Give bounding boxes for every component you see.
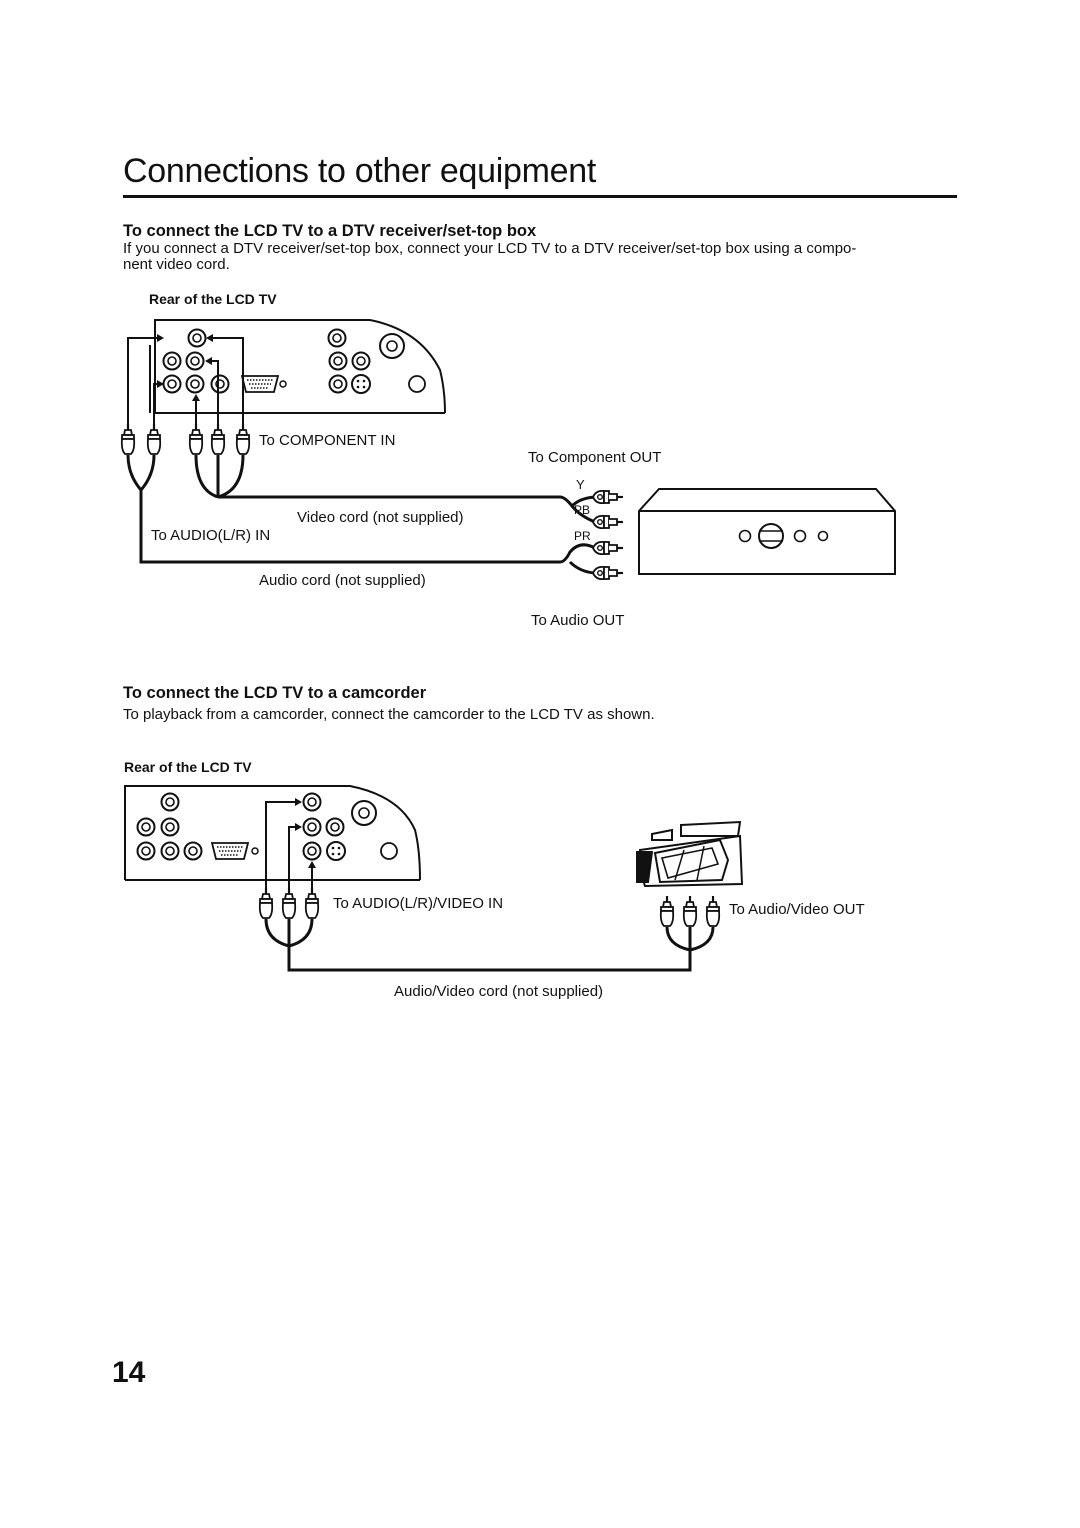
dtv-body-line-2: nent video cord. bbox=[123, 256, 230, 273]
cam-rear-label: Rear of the LCD TV bbox=[124, 759, 252, 775]
label-to-av-in: To AUDIO(L/R)/VIDEO IN bbox=[333, 895, 504, 912]
label-to-component-out: To Component OUT bbox=[528, 449, 662, 466]
audio-plug-left bbox=[122, 424, 134, 454]
lcd-tv-rear-panel-2 bbox=[125, 786, 420, 880]
av-out-plug-3 bbox=[707, 896, 719, 926]
cam-body-line-1: To playback from a camcorder, connect the camcorder to the LCD TV as shown. bbox=[123, 706, 655, 723]
audio-plug-right bbox=[148, 424, 160, 454]
av-cord bbox=[266, 919, 713, 970]
camcorder-icon bbox=[637, 822, 742, 886]
label-to-av-out: To Audio/Video OUT bbox=[729, 901, 865, 918]
label-jack-pb: PB bbox=[574, 503, 591, 517]
dtv-rear-label: Rear of the LCD TV bbox=[149, 291, 277, 307]
label-jack-y: Y bbox=[576, 477, 585, 492]
av-in-plug-2 bbox=[283, 888, 295, 918]
label-av-cord: Audio/Video cord (not supplied) bbox=[394, 983, 604, 1000]
component-plug-y bbox=[190, 424, 202, 454]
label-to-audio-out: To Audio OUT bbox=[531, 612, 625, 629]
out-plug-pr bbox=[593, 542, 623, 554]
label-audio-cord: Audio cord (not supplied) bbox=[259, 572, 426, 589]
label-video-cord: Video cord (not supplied) bbox=[297, 509, 464, 526]
dtv-receiver-box bbox=[639, 489, 895, 574]
label-to-audio-in: To AUDIO(L/R) IN bbox=[151, 527, 271, 544]
av-out-plug-1 bbox=[661, 896, 673, 926]
av-in-plug-1 bbox=[260, 888, 272, 918]
page-title: Connections to other equipment bbox=[123, 152, 596, 190]
cam-section-heading: To connect the LCD TV to a camcorder bbox=[123, 684, 427, 702]
av-in-plug-3 bbox=[306, 888, 318, 918]
out-plug-y bbox=[593, 491, 623, 503]
page-number: 14 bbox=[112, 1356, 146, 1389]
out-plug-pb bbox=[593, 516, 623, 528]
dtv-section-heading: To connect the LCD TV to a DTV receiver/set-top box bbox=[123, 222, 537, 240]
av-out-plug-2 bbox=[684, 896, 696, 926]
component-plug-pr bbox=[237, 424, 249, 454]
label-jack-pr: PR bbox=[574, 529, 591, 543]
dtv-body-line-1: If you connect a DTV receiver/set-top box, connect your LCD TV to a DTV receiver/set-top box using a compo- bbox=[123, 240, 857, 257]
label-to-component-in: To COMPONENT IN bbox=[259, 432, 396, 449]
out-plug-audio bbox=[593, 567, 623, 579]
component-plug-pb bbox=[212, 424, 224, 454]
